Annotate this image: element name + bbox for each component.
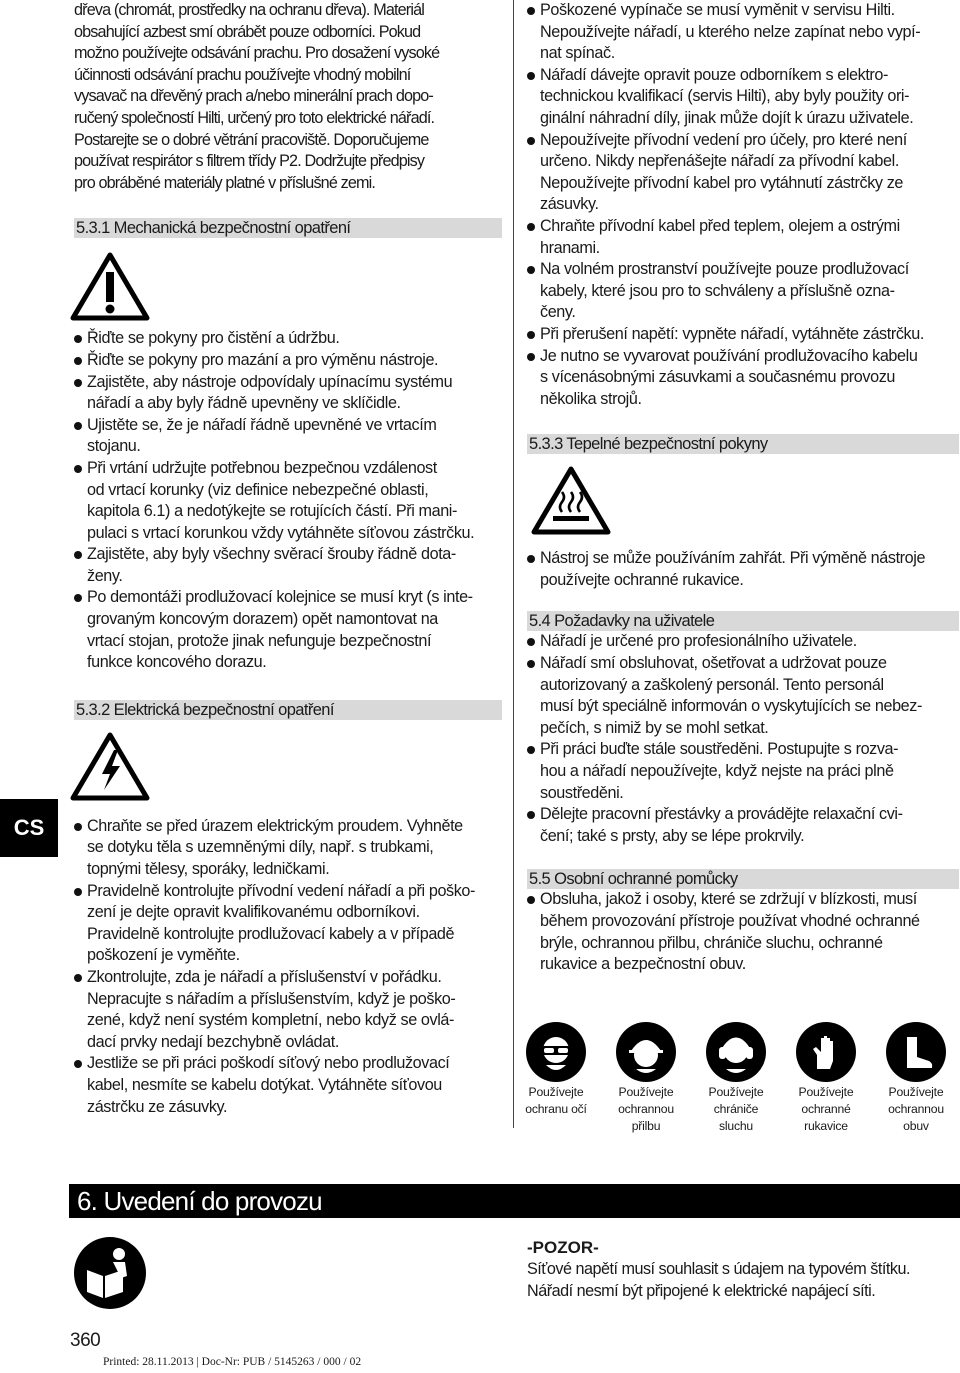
bullet-line: technickou kvalifikací (servis Hilti), aby byly použity ori-	[540, 87, 910, 106]
bullet-line: Jestliže se při práci poškodí síťový nebo prodlužovací	[87, 1054, 450, 1073]
bullet-line: Chraňte přívodní kabel před teplem, olejem a ostrými	[540, 216, 900, 235]
section-6-title: 6. Uvedení do provozu	[77, 1186, 322, 1216]
bullet-line: Nepoužívejte přívodní vedení pro účely, pro které není	[540, 130, 907, 149]
bullet-line: Je nutno se vyvarovat používání prodlužovacího kabelu	[540, 346, 918, 365]
bullet-line: Nástroj se může používáním zahřát. Při výměně nástroje	[540, 549, 926, 568]
bullet-item	[74, 544, 502, 587]
bullet-line: vrtací stojan, protože jinak nefunguje bezpečnostní	[87, 631, 432, 650]
bullet-line: topnými tělesy, sporáky, ledničkami.	[87, 860, 330, 879]
bullet-line: Řiďte se pokyny pro mazání a pro výměnu nástroje.	[87, 350, 439, 369]
ear-protection-icon	[706, 1022, 766, 1082]
bullet-line: čeny.	[540, 303, 576, 322]
bullet-item	[527, 889, 959, 975]
bullet-line: Při práci buďte stále soustředěni. Postupujte s rozva-	[540, 740, 899, 759]
intro-line: dřeva (chromát, prostředky na ochranu dřeva). Materiál	[74, 1, 424, 19]
ppe-item-eyes	[511, 1022, 601, 1135]
mechanical-bullet-list	[74, 328, 502, 674]
electrical-bullet-list-continued	[527, 0, 959, 410]
caution-line: Nářadí nesmí být připojené k elektrické napájecí síti.	[527, 1281, 876, 1300]
intro-paragraph	[74, 0, 502, 194]
section-heading-ppe: 5.5 Osobní ochranné pomůcky	[527, 869, 959, 889]
bullet-line: Nepoužívejte přívodní kabel pro vytáhnutí zástrčky ze	[540, 173, 904, 192]
bullet-item	[527, 130, 959, 216]
bullet-item	[527, 804, 959, 847]
bullet-line: od vrtací korunky (viz definice nebezpečné oblasti,	[87, 480, 429, 499]
bullet-item	[527, 653, 959, 739]
bullet-line: grovaným koncovým dorazem) opět namontovat na	[87, 610, 438, 629]
bullet-line: nářadí a aby byly řádně upevněny ve sklíčidle.	[87, 394, 401, 413]
electrical-bullet-list	[74, 816, 502, 1118]
caution-title: -POZOR-	[527, 1238, 599, 1257]
bullet-line: Nářadí smí obsluhovat, ošetřovat a udržovat pouze	[540, 654, 887, 673]
hard-hat-icon	[616, 1022, 676, 1082]
bullet-line: zástrčku ze zásuvky.	[87, 1097, 228, 1116]
caution-line: Síťové napětí musí souhlasit s údajem na typovém štítku.	[527, 1260, 910, 1278]
bullet-line: Na volném prostranství používejte pouze prodlužovací	[540, 260, 909, 279]
bullet-line: Ujistěte se, že je nářadí řádně upevněné ve vrtacím	[87, 415, 437, 434]
thermal-bullet-list	[527, 548, 959, 591]
intro-line: obsahující azbest smí obrábět pouze odborníci. Pokud	[74, 22, 421, 41]
hot-surface-icon	[531, 466, 611, 536]
intro-line: vysavač na dřevěný prach a/nebo minerální prach dopo-	[74, 87, 433, 106]
bullet-line: kabel, nesmíte se kabelu dotýkat. Vytáhněte síťovou	[87, 1075, 442, 1094]
ppe-item-gloves	[781, 1022, 871, 1135]
bullet-line: Zkontrolujte, zda je nářadí a příslušenství v pořádku.	[87, 968, 442, 986]
intro-line: ručený společností Hilti, určený pro toto elektrické nářadí.	[74, 108, 435, 127]
bullet-line: Po demontáži prodlužovací kolejnice se musí kryt (s inte-	[87, 588, 473, 607]
ppe-item-helmet	[601, 1022, 691, 1135]
ppe-label: Používejte ochranu očí	[525, 1085, 587, 1116]
bullet-line: Nepoužívejte nářadí, u kterého nelze zapínat nebo vypí-	[540, 22, 921, 41]
bullet-line: Pravidelně kontrolujte prodlužovací kabely a v případě	[87, 924, 455, 943]
bullet-item	[527, 65, 959, 130]
bullet-line: během provozování přístroje používat vhodné ochranné	[540, 912, 920, 930]
bullet-line: Při vrtání udržujte potřebnou bezpečnou vzdálenost	[87, 458, 437, 477]
bullet-line: hou a nářadí nepoužívejte, když nejste na práci plně	[540, 762, 894, 781]
bullet-line: Zajistěte, aby byly všechny svěrací šrouby řádně dota-	[87, 545, 456, 564]
bullet-line: Zajistěte, aby nástroje odpovídaly upínacímu systému	[87, 372, 453, 391]
language-tab	[0, 799, 58, 857]
safety-glasses-icon	[526, 1022, 586, 1082]
page-number: 360	[70, 1330, 101, 1351]
bullet-item	[527, 739, 959, 804]
general-warning-icon	[70, 252, 150, 322]
bullet-item	[527, 216, 959, 259]
gloves-icon	[796, 1022, 856, 1082]
electric-hazard-icon	[70, 732, 150, 802]
bullet-line: autorizovaný a zaškolený personál. Tento personál	[540, 675, 884, 694]
bullet-line: kapitola 6.1) a nedotýkejte se rotujících částí. Při mani-	[87, 502, 457, 521]
bullet-line: zené, když není systém kompletní, nebo když se ovlá-	[87, 1011, 454, 1030]
bullet-item	[527, 0, 959, 65]
bullet-line: nat spínač.	[540, 44, 615, 63]
intro-line: používat respirátor s filtrem třídy P2. Dodržujte předpisy	[74, 152, 425, 171]
safety-boots-icon	[886, 1022, 946, 1082]
bullet-line: Pravidelně kontrolujte přívodní vedení nářadí a při poško-	[87, 881, 476, 900]
intro-line: možno používejte odsávání prachu. Pro dosažení vysoké	[74, 44, 440, 63]
ppe-icon-row	[511, 1022, 960, 1135]
bullet-line: s vícenásobnými zásuvkami a současnému provozu	[540, 368, 895, 387]
bullet-item	[74, 967, 502, 1053]
left-column	[74, 0, 502, 1118]
bullet-line: brýle, ochrannou přilbu, chrániče sluchu, ochranné	[540, 933, 883, 952]
bullet-line: Řiďte se pokyny pro čistění a údržbu.	[87, 329, 340, 348]
bullet-line: používejte ochranné rukavice.	[540, 570, 744, 589]
bullet-item	[74, 328, 502, 350]
bullet-item	[74, 350, 502, 372]
section-heading-mechanical: 5.3.1 Mechanická bezpečnostní opatření	[74, 218, 502, 238]
bullet-line: Dělejte pracovní přestávky a provádějte relaxační cvi-	[540, 805, 903, 824]
section-6-title-bar	[69, 1184, 960, 1218]
bullet-line: kabely, které jsou pro to schváleny a příslušně ozna-	[540, 281, 895, 300]
bullet-line: soustředěni.	[540, 783, 624, 802]
column-divider	[513, 0, 514, 1128]
caution-block	[527, 1237, 959, 1302]
ppe-label: Používejte ochrannou obuv	[888, 1085, 944, 1133]
bullet-line: zásuvky.	[540, 195, 599, 214]
bullet-line: Poškozené vypínače se musí vyměnit v servisu Hilti.	[540, 1, 895, 19]
ppe-label: Používejte ochrannou přilbu	[618, 1085, 674, 1133]
bullet-line: pečích, s nimiž by se mohl setkat.	[540, 718, 769, 737]
bullet-line: Při přerušení napětí: vypněte nářadí, vytáhněte zástrčku.	[540, 324, 924, 343]
ppe-label: Používejte ochranné rukavice	[798, 1085, 854, 1133]
bullet-line: čení; také s prsty, aby se lépe prokrvily.	[540, 826, 805, 845]
right-column	[527, 0, 959, 976]
read-manual-icon	[73, 1236, 147, 1310]
bullet-line: Chraňte se před úrazem elektrickým proudem. Vyhněte	[87, 816, 463, 835]
bullet-line: stojanu.	[87, 437, 141, 456]
bullet-item	[527, 548, 959, 591]
bullet-item	[527, 631, 959, 653]
bullet-line: několika strojů.	[540, 389, 642, 408]
print-info: Printed: 28.11.2013 | Doc-Nr: PUB / 5145263 / 000 / 02	[103, 1356, 362, 1368]
bullet-item	[74, 458, 502, 544]
bullet-line: dací prvky nedají bezchybně ovládat.	[87, 1032, 339, 1051]
ppe-item-boots	[871, 1022, 960, 1135]
bullet-line: zení je dejte opravit kvalifikovanému odborníkovi.	[87, 903, 420, 922]
bullet-item	[74, 816, 502, 881]
bullet-line: Nářadí je určené pro profesionálního uživatele.	[540, 632, 857, 651]
intro-line: Postarejte se o dobré větrání pracoviště. Doporučujeme	[74, 130, 429, 149]
section-heading-user: 5.4 Požadavky na uživatele	[527, 611, 959, 631]
intro-line: účinnosti odsávání prachu používejte vhodný mobilní	[74, 65, 411, 84]
bullet-line: určeno. Nikdy nepřenášejte nářadí za přívodní kabel.	[540, 152, 899, 171]
section-heading-electrical: 5.3.2 Elektrická bezpečnostní opatření	[74, 700, 502, 720]
bullet-line: funkce koncového dorazu.	[87, 653, 267, 672]
bullet-item	[527, 324, 959, 346]
bullet-line: pulaci s vrtací korunkou vždy vytáhněte síťovou zástrčku.	[87, 523, 475, 542]
bullet-line: se dotyku těla s uzemněnými díly, např. s trubkami,	[87, 838, 434, 857]
bullet-line: Obsluha, jakož i osoby, které se zdržují v blízkosti, musí	[540, 890, 917, 909]
ppe-label: Používejte chrániče sluchu	[708, 1085, 764, 1133]
bullet-item	[74, 372, 502, 415]
bullet-item	[527, 346, 959, 411]
bullet-line: poškození je vyměňte.	[87, 946, 240, 965]
bullet-item	[74, 587, 502, 673]
bullet-line: hranami.	[540, 238, 600, 257]
intro-line: pro obráběné materiály platné v příslušné zemi.	[74, 173, 376, 192]
bullet-line: musí být speciálně informován o vyskytujících se nebez-	[540, 697, 922, 716]
ppe-bullet-list	[527, 889, 959, 975]
bullet-item	[74, 881, 502, 967]
bullet-item	[527, 259, 959, 324]
language-tab-label: CS	[13, 815, 45, 840]
ppe-item-ears	[691, 1022, 781, 1135]
bullet-item	[74, 1053, 502, 1118]
user-bullet-list	[527, 631, 959, 847]
bullet-line: Nepracujte s nářadím a příslušenstvím, když je poško-	[87, 989, 456, 1008]
bullet-line: rukavice a bezpečnostní obuv.	[540, 955, 746, 974]
bullet-line: ženy.	[87, 566, 123, 585]
bullet-line: Nářadí dávejte opravit pouze odborníkem s elektro-	[540, 65, 889, 84]
section-heading-thermal: 5.3.3 Tepelné bezpečnostní pokyny	[527, 434, 959, 454]
bullet-line: ginální náhradní díly, jinak může dojít k úrazu uživatele.	[540, 108, 914, 127]
bullet-item	[74, 415, 502, 458]
